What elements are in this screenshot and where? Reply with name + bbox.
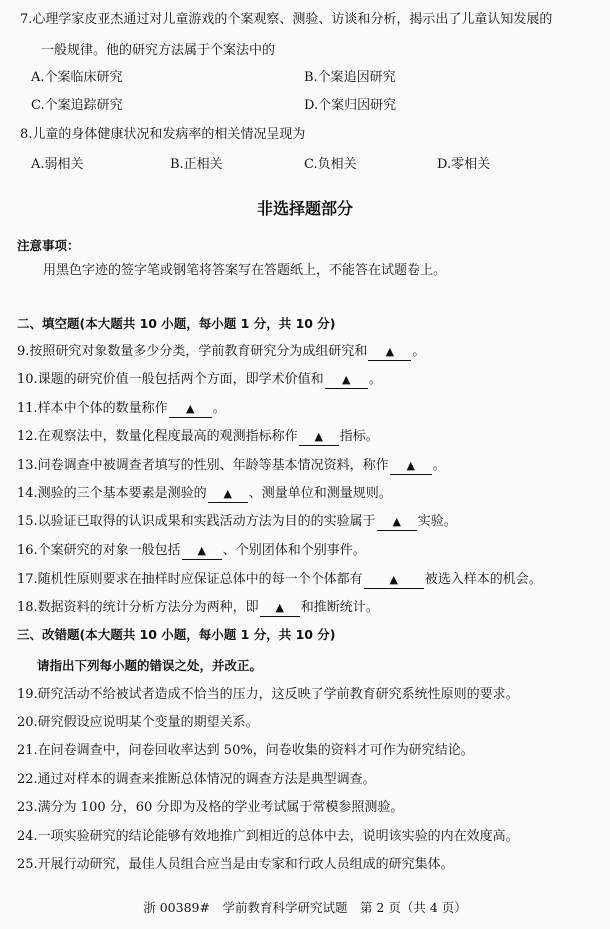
q13-text: 13.问卷调查中被调查者填写的性别、年龄等基本情况资料，称作	[17, 458, 389, 473]
q10-blank: ▲	[325, 372, 368, 389]
q25: 25.开展行动研究，最佳人员组合应当是由专家和行政人员组成的研究集体。	[17, 857, 454, 872]
q24: 24.一项实验研究的结论能够有效地推广到相近的总体中去，说明该实验的内在效度高。	[17, 829, 519, 844]
q16: 16.个案研究的对象一般包括 ▲ 、个别团体和个别事件。	[17, 543, 366, 558]
q17-blank: ▲	[364, 572, 424, 589]
q20: 20.研究假设应说明某个变量的期望关系。	[17, 715, 259, 730]
q17-text: 17.随机性原则要求在抽样时应保证总体中的每一个个体都有	[17, 572, 363, 587]
q16-text: 16.个案研究的对象一般包括	[17, 543, 181, 558]
section-3-instruction: 请指出下列每小题的错误之处，并改正。	[37, 658, 263, 673]
q22: 22.通过对样本的调查来推断总体情况的调查方法是典型调查。	[17, 772, 376, 787]
notice-heading: 注意事项：	[17, 238, 80, 253]
q11: 11.样本中个体的数量称作 ▲ 。	[17, 401, 226, 416]
q10-text: 10.课题的研究价值一般包括两个方面，即学术价值和	[17, 372, 324, 387]
q15-text: 15.以验证已取得的认识成果和实践活动方法为目的的实验属于	[17, 514, 376, 529]
section-3-heading: 三、改错题(本大题共 10 小题，每小题 1 分，共 10 分)	[17, 627, 336, 642]
q9-blank: ▲	[368, 344, 411, 361]
q8-option-b: B.正相关	[170, 157, 223, 172]
q18: 18.数据资料的统计分析方法分为两种，即 ▲ 和推断统计。	[17, 600, 379, 615]
q21: 21.在问卷调查中，问卷回收率达到 50%，问卷收集的资料才可作为研究结论。	[17, 743, 474, 758]
q12-text: 12.在观察法中，数量化程度最高的观测指标称作	[17, 429, 298, 444]
q16-blank: ▲	[182, 543, 222, 560]
q23: 23.满分为 100 分，60 分即为及格的学业考试属于常模参照测验。	[17, 800, 404, 815]
q13-blank: ▲	[390, 458, 432, 475]
q14-blank: ▲	[208, 486, 248, 503]
q7-option-c: C.个案追踪研究	[31, 98, 123, 113]
q7-option-b: B.个案追因研究	[304, 70, 396, 85]
q18-blank: ▲	[260, 600, 300, 617]
q12: 12.在观察法中，数量化程度最高的观测指标称作 ▲ 指标。	[17, 429, 379, 444]
page-footer: 浙 00389# 学前教育科学研究试题 第 2 页（共 4 页）	[143, 900, 467, 915]
q10: 10.课题的研究价值一般包括两个方面，即学术价值和 ▲ 。	[17, 372, 382, 387]
q8-stem: 8.儿童的身体健康状况和发病率的相关情况呈现为	[20, 127, 306, 142]
q8-option-a: A.弱相关	[31, 157, 84, 172]
q13: 13.问卷调查中被调查者填写的性别、年龄等基本情况资料，称作 ▲ 。	[17, 458, 446, 473]
part-title: 非选择题部分	[256, 199, 353, 218]
q7-option-a: A.个案临床研究	[31, 70, 123, 85]
q7-option-d: D.个案归因研究	[304, 98, 397, 113]
section-2-heading: 二、填空题(本大题共 10 小题，每小题 1 分，共 10 分)	[17, 316, 336, 331]
notice-body: 用黑色字迹的签字笔或钢笔将答案写在答题纸上，不能答在试题卷上。	[43, 263, 447, 278]
q9-text: 9.按照研究对象数量多少分类，学前教育研究分为成组研究和	[17, 344, 368, 359]
q9: 9.按照研究对象数量多少分类，学前教育研究分为成组研究和 ▲ 。	[17, 344, 426, 359]
q7-stem-line1: 7.心理学家皮亚杰通过对儿童游戏的个案观察、测验、访谈和分析，揭示出了儿童认知发展的	[20, 12, 553, 27]
q19: 19.研究活动不给被试者造成不恰当的压力，这反映了学前教育研究系统性原则的要求。	[17, 687, 519, 702]
q15: 15.以验证已取得的认识成果和实践活动方法为目的的实验属于 ▲ 实验。	[17, 514, 457, 529]
q7-stem-line2: 一般规律。他的研究方法属于个案法中的	[41, 43, 276, 58]
q14-text: 14.测验的三个基本要素是测验的	[17, 486, 207, 501]
q8-option-d: D.零相关	[437, 157, 491, 172]
q12-blank: ▲	[299, 429, 339, 446]
q11-blank: ▲	[169, 401, 212, 418]
q18-text: 18.数据资料的统计分析方法分为两种，即	[17, 600, 259, 615]
q14: 14.测验的三个基本要素是测验的 ▲ 、测量单位和测量规则。	[17, 486, 392, 501]
q8-option-c: C.负相关	[304, 157, 357, 172]
q11-text: 11.样本中个体的数量称作	[17, 401, 168, 416]
q17: 17.随机性原则要求在抽样时应保证总体中的每一个个体都有 ▲ 被选入样本的机会。	[17, 572, 542, 587]
q15-blank: ▲	[377, 514, 417, 531]
